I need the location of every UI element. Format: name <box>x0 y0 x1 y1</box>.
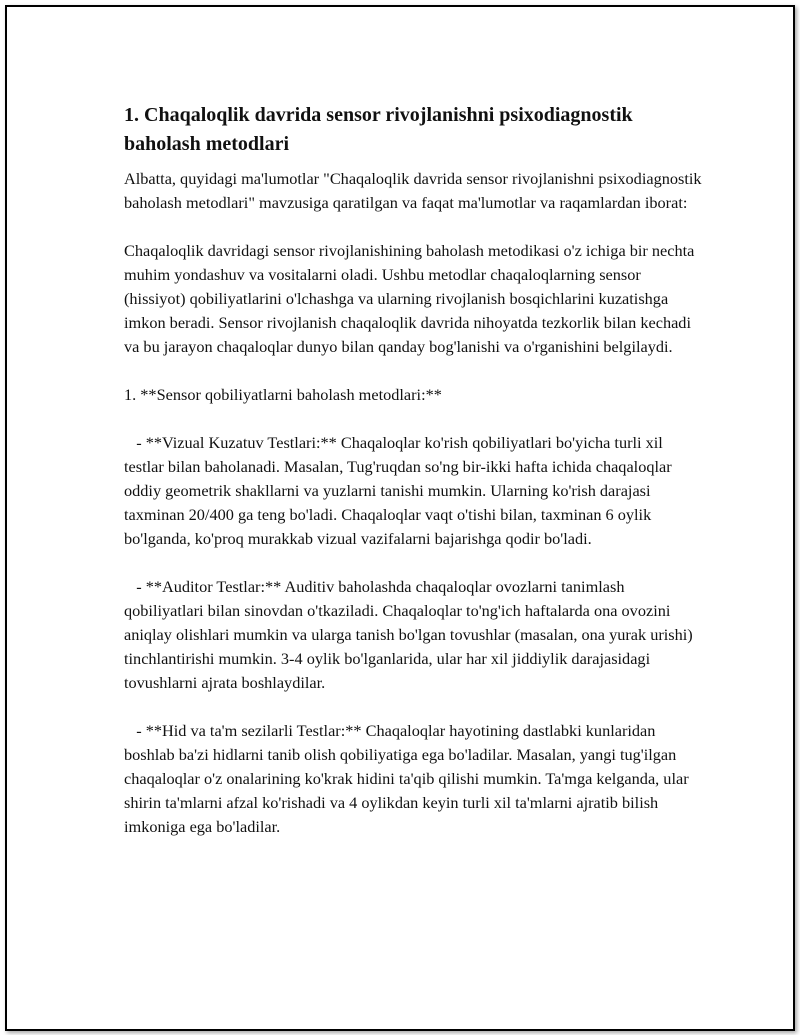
overview-paragraph: Chaqaloqlik davridagi sensor rivojlanishining baholash metodikasi o'z ichiga bir nechta muhim yondashuv va vositalarni oladi. Ushbu metodlar chaqaloqlarning sensor (hissiyot) qobiliyatlarini o'lchashga va ularning rivojlanish bosqichlarini kuzatishga imkon beradi. Sensor rivojlanish chaqaloqlik davrida nihoyatda tezkorlik bilan kechadi va bu jarayon chaqaloqlar dunyo bilan qanday bog'lanishi va o'rganishini belgilaydi. <box>124 241 699 356</box>
auditory-tests-paragraph: - **Auditor Testlar:** Auditiv baholashda chaqaloqlar ovozlarni tanimlash qobiliyatlari bilan sinovdan o'tkaziladi. Chaqaloqlar to'ng'ich haftalarda ona ovozini aniqlay olishlari mumkin va ularga tanish bo'lgan tovushlar (masalan, ona yurak urishi) tinchlantirishi mumkin. 3-4 oylik bo'lganlarida, ular har xil jiddiylik darajasidagi tovushlarni ajrata boshlaydilar. <box>124 577 697 692</box>
document-title: 1. Chaqaloqlik davrida sensor rivojlanishni psixodiagnostik baholash metodlari <box>124 104 633 155</box>
intro-paragraph: Albatta, quyidagi ma'lumotlar "Chaqaloqlik davrida sensor rivojlanishni psixodiagnostik baholash metodlari" mavzusiga qaratilgan va faqat ma'lumotlar va raqamlardan iborat: <box>124 169 706 212</box>
document-body <box>118 101 708 863</box>
visual-tests-paragraph: - **Vizual Kuzatuv Testlari:** Chaqaloqlar ko'rish qobiliyatlari bo'yicha turli xil testlar bilan baholanadi. Masalan, Tug'ruqdan so'ng bir-ikki hafta ichida chaqaloqlar oddiy geometrik shakllarni va yuzlarni tanishi mumkin. Ularning ko'rish darajasi taxminan 20/400 ga teng bo'ladi. Chaqaloqlar vaqt o'tishi bilan, taxminan 6 oylik bo'lganda, ko'proq murakkab vizual vazifalarni bajarishga qodir bo'ladi. <box>124 433 676 548</box>
section-heading-paragraph: 1. **Sensor qobiliyatlarni baholash metodlari:** <box>124 385 442 404</box>
smell-taste-tests-paragraph: - **Hid va ta'm sezilarli Testlar:** Chaqaloqlar hayotining dastlabki kunlaridan boshlab ba'zi hidlarni tanib olish qobiliyatiga ega bo'ladilar. Masalan, yangi tug'ilgan chaqaloqlar o'z onalarining ko'krak hidini ta'qib qilishi mumkin. Ta'mga kelganda, ular shirin ta'mlarni afzal ko'rishadi va 4 oylikdan keyin turli xil ta'mlarni ajratib bilish imkoniga ega bo'ladilar. <box>124 721 693 836</box>
page-frame <box>5 5 795 1031</box>
